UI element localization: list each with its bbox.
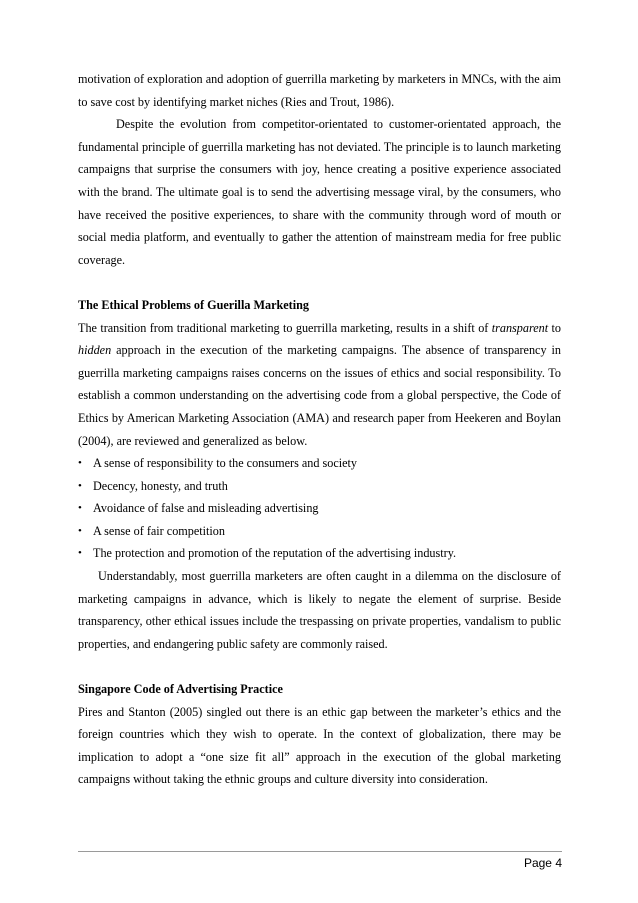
bullet-icon: • <box>78 502 82 515</box>
singapore-paragraph-1: Pires and Stanton (2005) singled out there is an ethic gap between the marketer’s ethics and the foreign countries which they wish to operate. In the context of globalization, there may be implication to adopt a “one size fit all” approach in the execution of the global marketing campaigns without taking the ethnic groups and culture diversity into consideration. <box>78 704 561 787</box>
list-item-text: A sense of responsibility to the consumers and society <box>93 456 358 471</box>
section-gap <box>78 271 561 294</box>
intro-paragraph-1: motivation of exploration and adoption of guerrilla marketing by marketers in MNCs, with the aim to save cost by identifying market niches (Ries and Trout, 1986). <box>78 72 561 109</box>
bullet-icon: • <box>78 524 82 537</box>
list-item <box>78 475 561 498</box>
emphasis-transparent: transparent <box>491 320 549 335</box>
bullet-icon: • <box>78 547 82 560</box>
list-item-text: A sense of fair competition <box>93 523 225 538</box>
emphasis-hidden: hidden <box>78 343 112 358</box>
list-item-text: Avoidance of false and misleading advertising <box>93 501 319 516</box>
document-page <box>78 68 561 791</box>
list-item <box>78 452 561 475</box>
footer-divider <box>78 851 562 852</box>
ethical-paragraph-1 <box>78 317 561 453</box>
section-heading-ethical-problems: The Ethical Problems of Guerilla Marketing <box>78 297 309 312</box>
ethical-paragraph-1-end: approach in the execution of the marketing campaigns. The absence of transparency in guerrilla marketing campaigns raises concerns on the issues of ethics and social responsibility. To establish a common understanding on the advertising code from a global perspective, the Code of Ethics by American Marketing Association (AMA) and research paper from Heekeren and Boylan (2004), are reviewed and generalized as below. <box>78 343 561 448</box>
intro-paragraph-2: Despite the evolution from competitor-orientated to customer-orientated approach, the fundamental principle of guerrilla marketing has not deviated. The principle is to launch marketing campaigns that surprise the consumers with joy, hence creating a positive experience associated with the brand. The ultimate goal is to send the advertising message viral, by the consumers, who have received the positive experiences, to share with the community through word of mouth or social media platform, and eventually to gather the attention of mainstream media for free public coverage. <box>78 117 561 267</box>
ethical-paragraph-2: Understandably, most guerrilla marketers are often caught in a dilemma on the disclosure of marketing campaigns in advance, which is likely to negate the element of surprise. Beside transparency, other ethical issues include the trespassing on private properties, vandalism to public properties, and endangering public safety are commonly raised. <box>78 569 561 651</box>
ethical-paragraph-1-mid: to <box>548 320 562 335</box>
list-item <box>78 497 561 520</box>
list-item <box>78 520 561 543</box>
ethics-bullet-list <box>78 452 561 565</box>
ethical-paragraph-1-start: The transition from traditional marketing to guerrilla marketing, results in a shift of <box>78 320 492 335</box>
bullet-icon: • <box>78 479 82 492</box>
bullet-icon: • <box>78 457 82 470</box>
section-heading-singapore-code: Singapore Code of Advertising Practice <box>78 682 283 697</box>
section-gap <box>78 655 561 678</box>
list-item-text: The protection and promotion of the reputation of the advertising industry. <box>93 546 457 561</box>
page-number: Page 4 <box>523 856 562 870</box>
list-item <box>78 542 561 565</box>
list-item-text: Decency, honesty, and truth <box>93 478 228 493</box>
